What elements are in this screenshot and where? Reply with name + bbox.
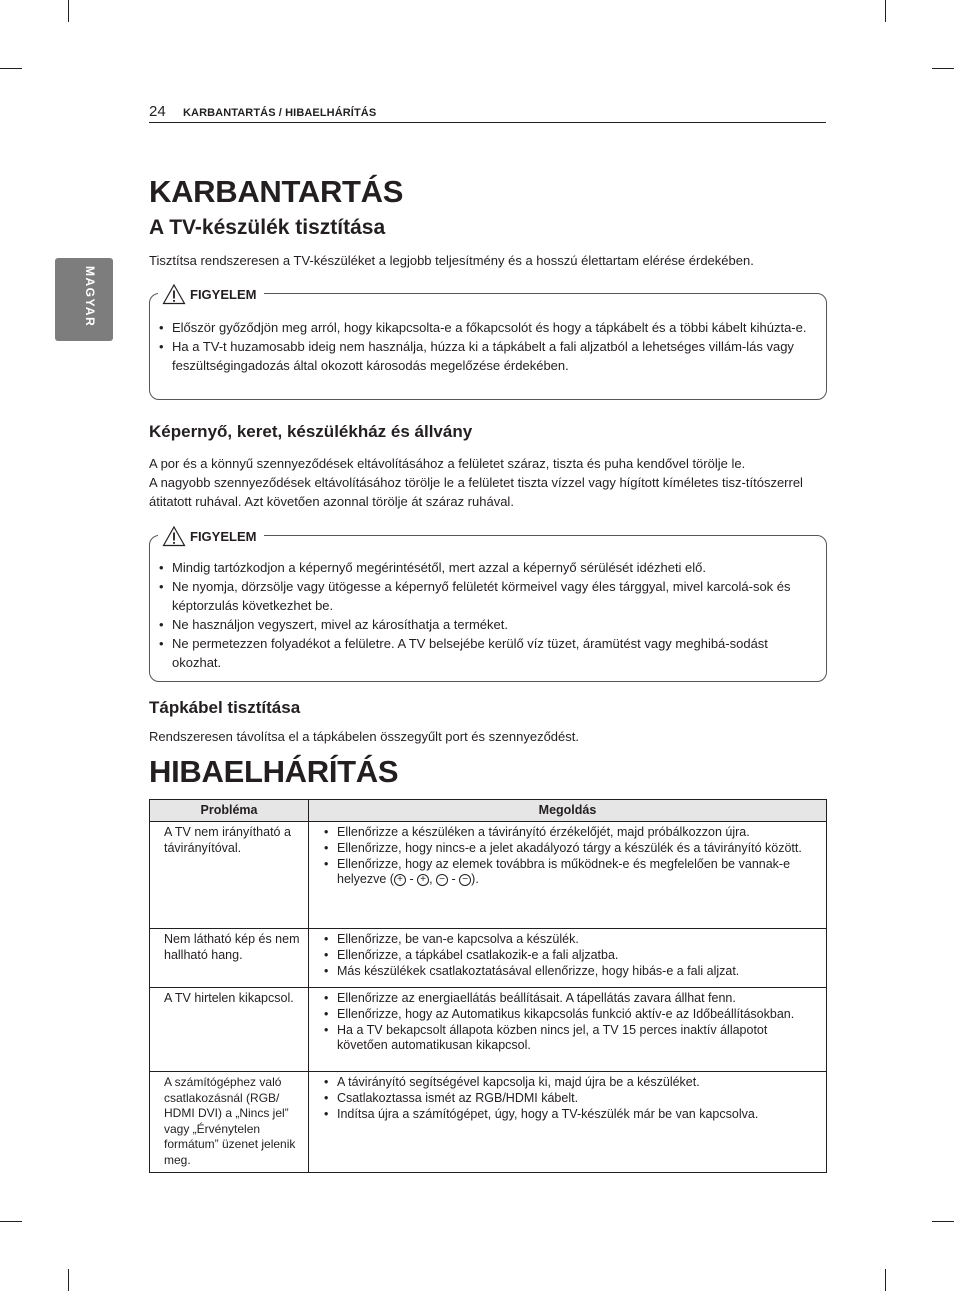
solution-cell xyxy=(309,929,827,988)
solution-item: • Ellenőrizze, hogy nincs-e a jelet akadályozó tárgy a készülék és a távirányító között. xyxy=(324,841,818,857)
section-title: KARBANTARTÁS / HIBAELHÁRÍTÁS xyxy=(183,107,377,119)
table-row xyxy=(150,988,827,1072)
caution-list xyxy=(159,558,812,672)
caution-box xyxy=(149,528,827,682)
language-tab-label: MAGYAR xyxy=(83,266,97,328)
minus-icon: − xyxy=(459,874,471,886)
plus-icon: + xyxy=(394,874,406,886)
crop-mark xyxy=(68,1269,69,1291)
cable-text: Rendszeresen távolítsa el a tápkábelen összegyűlt port és szennyeződést. xyxy=(149,729,579,744)
solution-cell xyxy=(309,988,827,1072)
solution-item: • Ellenőrizze, be van-e kapcsolva a készülék. xyxy=(324,932,818,948)
cleaning-subtitle: A TV-készülék tisztítása xyxy=(149,216,386,239)
table-row xyxy=(150,822,827,929)
page-header xyxy=(149,103,826,123)
caution-label xyxy=(158,518,264,554)
solution-cell xyxy=(309,1072,827,1173)
warning-icon xyxy=(162,283,186,305)
crop-mark xyxy=(0,1221,22,1222)
battery-text: Ellenőrizze, hogy az elemek továbbra is működnek-e és megfelelően be vannak-e helyezve ( xyxy=(337,856,791,887)
maintenance-title: KARBANTARTÁS xyxy=(149,174,404,209)
caution-box xyxy=(149,286,827,400)
solution-item: • Ha a TV bekapcsolt állapota közben nincs jel, a TV 15 perces inaktív állapotot követően automatikusan kikapcsol. xyxy=(324,1023,818,1055)
caution-title: FIGYELEM xyxy=(190,286,257,302)
column-header-problem: Probléma xyxy=(150,800,309,822)
screen-text xyxy=(149,454,829,511)
cleaning-intro: Tisztítsa rendszeresen a TV-készüléket a legjobb teljesítmény és a hosszú élettartam elérése érdekében. xyxy=(149,253,754,268)
crop-mark xyxy=(932,1221,954,1222)
table-row xyxy=(150,929,827,988)
problem-cell: A TV hirtelen kikapcsol. xyxy=(150,988,309,1072)
problem-cell: Nem látható kép és nem hallható hang. xyxy=(150,929,309,988)
crop-mark xyxy=(932,68,954,69)
caution-item: • Mindig tartózkodjon a képernyő megérintésétől, mert azzal a képernyő sérülését idézheti elő. xyxy=(159,558,812,577)
battery-text-end: ). xyxy=(471,872,479,887)
problem-cell: A TV nem irányítható a távirányítóval. xyxy=(150,822,309,929)
page-number: 24 xyxy=(149,103,166,120)
caution-item: • Ne nyomja, dörzsölje vagy ütögesse a képernyő felületét körmeivel vagy éles tárggyal, mivel karcolá-sok és képtorzulás következhet be. xyxy=(159,577,812,615)
solution-item: • Csatlakoztassa ismét az RGB/HDMI kábelt. xyxy=(324,1091,818,1107)
solution-item: • Ellenőrizze, a tápkábel csatlakozik-e a fali aljzatba. xyxy=(324,948,818,964)
caution-item: • Ha a TV-t huzamosabb ideig nem használja, húzza ki a tápkábelt a fali aljzatból a lehetséges villám-lás vagy feszültségingadozás által okozott károsodás megelőzése érdekében. xyxy=(159,337,812,375)
crop-mark xyxy=(885,0,886,22)
troubleshooting-table xyxy=(149,799,827,1173)
problem-cell: A számítógéphez való csatlakozásnál (RGB/ HDMI DVI) a „Nincs jel” vagy „Érvénytelen formátum” üzenet jelenik meg. xyxy=(150,1072,309,1173)
caution-item: • Ne permetezzen folyadékot a felületre. A TV belsejébe kerülő víz tüzet, áramütést vagy meghibá-sodást okozhat. xyxy=(159,634,812,672)
screen-text-2: A nagyobb szennyeződések eltávolításához törölje le a felületet tiszta vízzel vagy hígított kíméletes tisz-títószerrel átitatott ruhával. Azt követően azonnal törölje át száraz ruhával. xyxy=(149,475,803,509)
solution-item: • Más készülékek csatlakoztatásával ellenőrizze, hogy hibás-e a fali aljzat. xyxy=(324,964,818,980)
solution-item: • Ellenőrizze a készüléken a távirányító érzékelőjét, majd próbálkozzon újra. xyxy=(324,825,818,841)
table-header-row xyxy=(150,800,827,822)
caution-label xyxy=(158,276,264,312)
solution-item: • Ellenőrizze az energiaellátás beállításait. A tápellátás zavara állhat fenn. xyxy=(324,991,818,1007)
language-tab xyxy=(55,258,113,341)
screen-text-1: A por és a könnyű szennyeződések eltávolításához a felületet száraz, tiszta és puha kendővel törölje le. xyxy=(149,456,746,471)
separator: , xyxy=(429,872,437,887)
crop-mark xyxy=(68,0,69,22)
solution-item: • A távirányító segítségével kapcsolja ki, majd újra be a készüléket. xyxy=(324,1075,818,1091)
crop-mark xyxy=(0,68,22,69)
screen-heading: Képernyő, keret, készülékház és állvány xyxy=(149,422,473,441)
table-row xyxy=(150,1072,827,1173)
caution-list xyxy=(159,318,812,375)
minus-icon: − xyxy=(436,874,448,886)
caution-item: • Ne használjon vegyszert, mivel az károsíthatja a terméket. xyxy=(159,615,812,634)
solution-item: • Indítsa újra a számítógépet, úgy, hogy a TV-készülék már be van kapcsolva. xyxy=(324,1107,818,1123)
separator: - xyxy=(405,872,418,887)
solution-cell xyxy=(309,822,827,929)
caution-item: • Először győződjön meg arról, hogy kikapcsolta-e a főkapcsolót és hogy a tápkábelt és a többi kábelt kihúzta-e. xyxy=(159,318,812,337)
plus-icon: + xyxy=(417,874,429,886)
cable-heading: Tápkábel tisztítása xyxy=(149,698,301,717)
separator: - xyxy=(448,872,460,887)
solution-item: • Ellenőrizze, hogy az Automatikus kikapcsolás funkció aktív-e az Időbeállításokban. xyxy=(324,1007,818,1023)
warning-icon xyxy=(162,525,186,547)
caution-title: FIGYELEM xyxy=(190,528,257,544)
column-header-solution: Megoldás xyxy=(309,800,827,822)
crop-mark xyxy=(885,1269,886,1291)
troubleshooting-title: HIBAELHÁRÍTÁS xyxy=(149,754,399,789)
solution-item xyxy=(324,857,818,889)
